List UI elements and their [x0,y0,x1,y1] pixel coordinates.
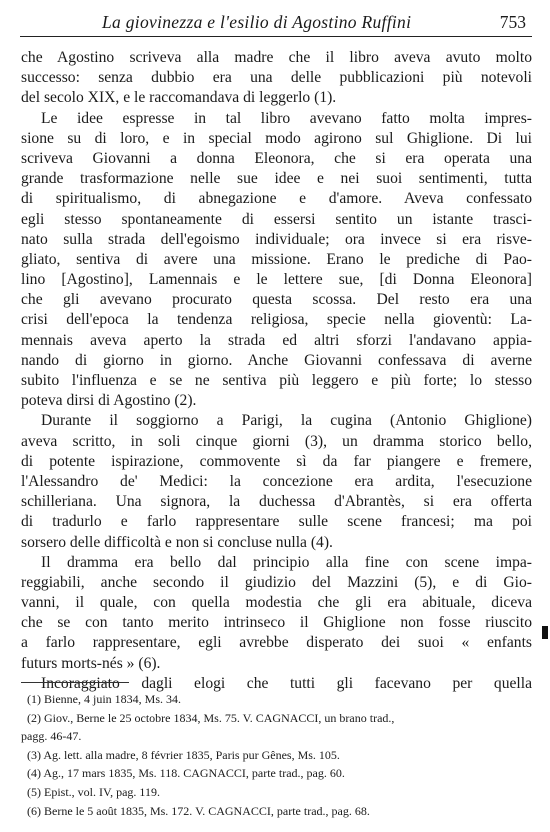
text-line: aveva scritto, in soli cinque giorni (3), un dramma storico bello, [21,432,532,450]
footnote: (1) Bienne, 4 juin 1834, Ms. 34. [27,692,181,706]
text-line: Il dramma era bello dal principio alla fine con scene impa- [41,553,532,571]
footnotes [21,690,532,820]
text-line: grande trasformazione nelle sue idee e nei suoi sentimenti, tutta [21,170,532,188]
text-line: vanni, il quale, con quella modestia che gli era abituale, diceva [21,594,532,612]
text-line: lino [Agostino], Lamennais e le lettere sue, [di Donna Eleonora] [21,271,532,289]
footnote: (4) Ag., 17 mars 1835, Ms. 118. CAGNACCI, parte trad., pag. 60. [27,766,345,781]
footnote: (2) Giov., Berne le 25 octobre 1834, Ms. 75. V. CAGNACCI, un brano trad., [27,710,395,725]
text-line: futurs morts-nés » (6). [21,654,161,672]
text-line: che gli avevano procurato questa scossa. Del resto era una [21,291,532,309]
footnote: (6) Berne le 5 août 1835, Ms. 172. V. CAGNACCI, parte trad., pag. 68. [27,803,370,818]
text-line: nando di giorno in giorno. Anche Giovanni confessava di averne [21,351,532,369]
footnote-rule [21,682,129,683]
page-header [20,10,532,37]
text-line: successo: senza dubbio era una delle pubblicazioni più notevoli [21,69,532,87]
text-line: del secolo XIX, e le raccomandava di leggerlo (1). [21,89,337,107]
text-line: gliato, sentiva di avere una missione. Erano le prediche di Pao- [21,250,532,268]
text-line: che Agostino scriveva alla madre che il libro aveva avuto molto [21,49,532,66]
text-line: reggiabili, anche secondo il giudizio del Mazzini (5), e di Gio- [21,573,532,591]
text-line: subito l'influenza e se ne sentiva più leggero e più forte; lo stesso [21,372,532,389]
text-line: schilleriana. Una signora, la duchessa d'Abrantès, si era offerta [21,493,532,511]
text-line: di potente ispirazione, commovente sì da far piangere e fremere, [21,452,532,470]
text-line: Durante il soggiorno a Parigi, la cugina (Antonio Ghiglione) [41,412,532,430]
text-line: l'Alessandro de' Medici: la concezione era ardita, l'esecuzione [21,472,532,490]
text-line: sione su di loro, e in special modo agirono sul Ghiglione. Di lui [21,129,532,147]
body-text [21,48,532,694]
text-line: crisi dell'epoca la tendenza religiosa, specie nella gioventù: La- [21,311,532,329]
footnote: (3) Ag. lett. alla madre, 8 février 1835, Paris pur Gênes, Ms. 105. [27,747,340,762]
text-line: scriveva Giovanni a donna Eleonora, che si era operata una [21,149,532,167]
footnote: (5) Epist., vol. IV, pag. 119. [27,784,160,799]
text-line: di spiritualismo, di abnegazione e d'amore. Aveva confessato [21,190,532,208]
text-line: mennais aveva aperto la strada ed altri sforzi l'andavano appia- [21,331,532,349]
text-line: sorsero delle difficoltà e non si concluse nulla (4). [21,533,333,551]
text-line: Le idee espresse in tal libro avevano fatto molta impres- [41,109,532,127]
text-line: di tradurlo e farlo rappresentare sulle scene francesi; ma poi [21,513,532,531]
text-line: che se con tanto merito intrinseco il Ghiglione non fosse riuscito [21,614,532,632]
footnote: pagg. 46-47. [21,729,82,744]
text-line: egli stesso spontaneamente di essersi sentito un istante trasci- [21,210,532,228]
text-line: a farlo rappresentare, egli avrebbe disperato dei suoi « enfants [21,634,532,652]
running-title: La giovinezza e l'esilio di Agostino Ruffini [102,12,412,32]
page-number: 753 [499,12,526,32]
margin-mark [542,626,548,639]
text-line: poteva dirsi di Agostino (2). [21,392,197,410]
text-line: Incoraggiato dagli elogi che tutti gli facevano per quella [41,674,532,692]
text-line: nato sulla strada dell'egoismo individuale; ora invece si era risve- [21,230,532,248]
